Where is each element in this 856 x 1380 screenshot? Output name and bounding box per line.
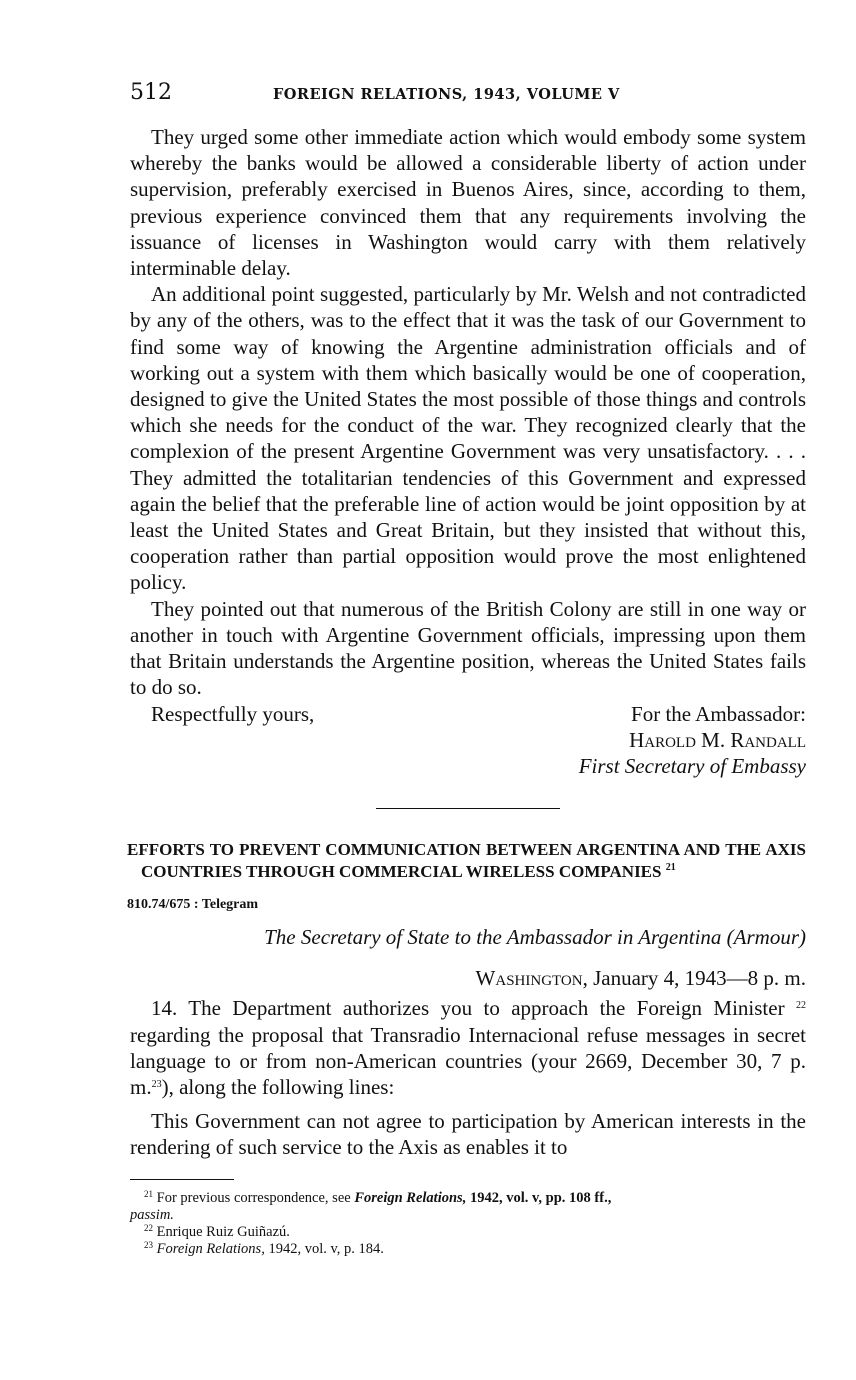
message-text: 14. The Department authorizes you to approach the Foreign Minister (151, 996, 785, 1021)
letter-paragraph: An additional point suggested, particularly by Mr. Welsh and not contradicted by any of the others, was to the effect that it was the task of our Government to find some way of knowing the Argentine administration officials and of working out a system with them which basically would be one of cooperation, designed to give the United States the most possible of those things and controls which she needs for the conduct of the war. They recognized clearly that the complexion of the present Argentine Government was very unsatisfactory. . . . They admitted the totalitarian tendencies of this Government and expressed again the belief that the preferable line of action would be joint opposition by at least the United States and Great Britain, but they insisted that without this, cooperation rather than partial opposition would prove the most enlightened policy. (130, 282, 806, 595)
signer-title: First Secretary of Embassy (578, 754, 806, 779)
footnote-23 (130, 1241, 806, 1258)
page-header (130, 78, 806, 114)
footnote-text: 1942, vol. v, p. 184. (268, 1240, 384, 1257)
footnote-citation: Foreign Relations, (354, 1189, 467, 1206)
footnote-text: 1942, vol. v, pp. 108 ff., (469, 1189, 612, 1206)
footnote-text: For previous correspondence, see (156, 1189, 351, 1206)
file-reference: 810.74/675 : Telegram (127, 897, 259, 913)
letter-paragraph: They pointed out that numerous of the British Colony are still in one way or another in touch with Argentine Government officials, impressing upon them that Britain understands the Argentine position, whereas the United States fails to do so. (130, 596, 806, 700)
footnote-text: Enrique Ruiz Guiñazú. (156, 1223, 290, 1240)
document-dateline (130, 966, 806, 991)
document-title: The Secretary of State to the Ambassador in Argentina (Armour) (264, 925, 806, 950)
footnote-mark: 21 (144, 1188, 153, 1199)
message-text: ), along the following lines: (161, 1075, 395, 1100)
message-paragraph: This Government can not agree to participation by American interests in the rendering of such service to the Axis as enables it to (130, 1109, 806, 1160)
closing: Respectfully yours, (151, 702, 315, 727)
for-ambassador-line: For the Ambassador: (631, 702, 806, 727)
message-text: regarding the proposal that Transradio Internacional refuse messages in secret language to or from non-American countries (your 2669, December 30, 7 p. m. (130, 1022, 806, 1100)
letter-paragraph: They urged some other immediate action which would embody some system whereby the banks would be allowed a considerable liberty of action under supervision, preferably exercised in Buenos Aires, since, according to them, previous experience convinced them that any requirements involving the issuance of licenses in Washington would carry with them relatively interminable delay. (130, 125, 806, 281)
section-divider (376, 808, 560, 809)
footnote-text: passim. (130, 1206, 174, 1223)
footnote-21 (130, 1190, 806, 1224)
footnote-ref: 23 (151, 1079, 162, 1091)
footnote-divider (130, 1179, 234, 1180)
document-page (127, 78, 806, 1258)
message-paragraph (130, 995, 806, 1100)
footnote-ref: 21 (665, 862, 676, 874)
signer-name: Harold M. Randall (629, 728, 806, 753)
section-heading (127, 839, 806, 883)
letter-signoff (130, 700, 806, 784)
dateline-place: Washington, (475, 966, 588, 991)
footnote-ref: 22 (796, 1000, 806, 1012)
footnotes (130, 1190, 806, 1258)
section-heading-text: EFFORTS TO PREVENT COMMUNICATION BETWEEN ARGENTINA AND THE AXIS COUNTRIES THROUGH COMMERCIAL WIRELESS COMPANIES (127, 840, 806, 882)
footnote-citation: Foreign Relations, (156, 1240, 265, 1257)
footnote-22 (130, 1224, 806, 1241)
dateline-date: January 4, 1943—8 p. m. (593, 966, 806, 991)
running-head: FOREIGN RELATIONS, 1943, VOLUME V (273, 86, 620, 103)
footnote-mark: 23 (144, 1239, 153, 1250)
page-number: 512 (130, 80, 172, 105)
footnote-mark: 22 (144, 1222, 153, 1233)
